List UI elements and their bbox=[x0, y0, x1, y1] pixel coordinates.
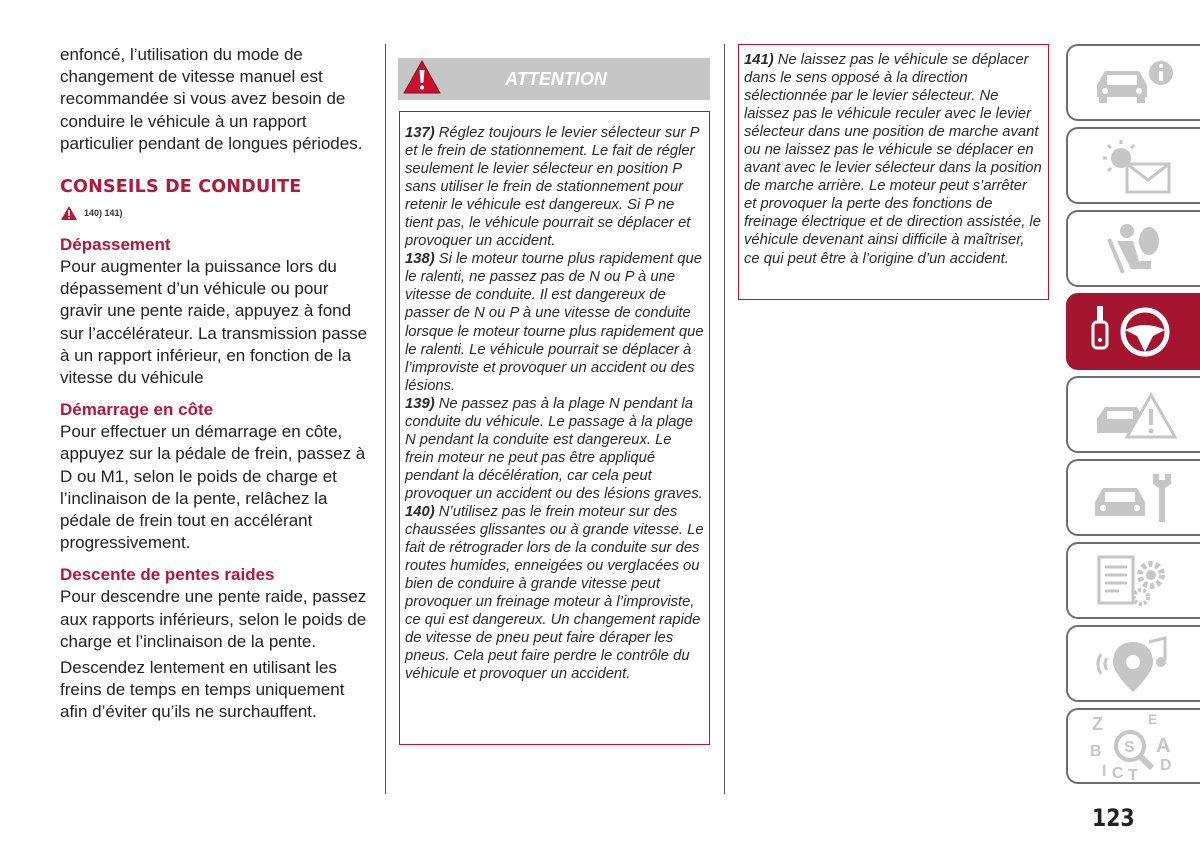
tab-starting-driving[interactable] bbox=[1066, 293, 1200, 370]
svg-text:A: A bbox=[1156, 735, 1171, 757]
descent-text-1: Pour descendre une pente raide, passez aux rapports inférieurs, selon le poids de charge et l’inclinaison de la pente. bbox=[60, 587, 367, 651]
main-text-column bbox=[60, 44, 372, 724]
svg-text:Z: Z bbox=[1092, 714, 1103, 734]
svg-text:T: T bbox=[1128, 767, 1138, 782]
warning-triangle-icon bbox=[60, 205, 78, 221]
tab-car-info[interactable] bbox=[1066, 44, 1200, 121]
tab-index[interactable] bbox=[1066, 708, 1200, 784]
key-steering-wheel-icon bbox=[1089, 302, 1179, 362]
car-info-icon bbox=[1089, 53, 1179, 113]
svg-text:S: S bbox=[1124, 739, 1135, 756]
warning-141: 141) Ne laissez pas le véhicule se déplacer dans le sens opposé à la direction sélectionnée par le levier sélecteur. Ne laissez pas le véhicule reculer avec le levier sélecteur dans une position de marche avant ou ne laissez pas le véhicule se déplacer en avant avec le levier sélecteur dans la position de marche arrière. Le moteur peut s’arrêter et provoquer la perte des fonctions de freinage électrique et de direction assistée, le véhicule devenant ainsi difficile à maîtriser, ce qui peut être à l’origine d’un accident. bbox=[744, 52, 1042, 267]
svg-text:C: C bbox=[1112, 765, 1124, 782]
warning-138: 138) Si le moteur tourne plus rapidement que le ralenti, ne passez pas de N ou P à une vitesse de conduite. Il est dangereux de passer de N ou P à une vitesse de conduite lorsque le moteur tourne plus rapidement que le ralenti. Le véhicule pourrait se déplacer à l’improviste et provoquer un accident ou des lésions. bbox=[405, 251, 704, 394]
section-title: CONSEILS DE CONDUITE bbox=[60, 177, 302, 198]
car-warning-icon bbox=[1089, 385, 1179, 445]
hill-start-text: Pour effectuer un démarrage en côte, appuyez sur la pédale de frein, passez à D ou M1, selon le poids de charge et l’inclinaison de la pente, relâchez la pédale de frein tout en accélérant progressivement. bbox=[60, 422, 366, 553]
overtaking-text: Pour augmenter la puissance lors du dépassement d’un véhicule ou pour gravir une pente raide, appuyez à fond sur l’accélérateur. La transmission passe à un rapport inférieur, en fonction de la vitesse du véhicule bbox=[60, 257, 368, 388]
warning-refs-text: 140) 141) bbox=[84, 208, 123, 219]
overtaking-title: Dépassement bbox=[60, 235, 171, 255]
specs-gear-icon bbox=[1089, 551, 1179, 611]
warning-references bbox=[60, 205, 372, 221]
column-divider-left bbox=[385, 44, 386, 794]
svg-text:I: I bbox=[1102, 763, 1107, 780]
descent-text-2: Descendez lentement en utilisant les freins de temps en temps uniquement afin d’éviter qu’ils ne surchauffent. bbox=[60, 658, 345, 722]
tab-safety[interactable] bbox=[1066, 210, 1200, 287]
hill-start-title: Démarrage en côte bbox=[60, 400, 214, 420]
tab-maintenance[interactable] bbox=[1066, 459, 1200, 536]
column-divider-right bbox=[724, 44, 725, 794]
tab-specifications[interactable] bbox=[1066, 542, 1200, 619]
seat-airbag-icon bbox=[1089, 219, 1179, 279]
tab-emergency[interactable] bbox=[1066, 376, 1200, 453]
svg-text:D: D bbox=[1160, 757, 1172, 774]
attention-box bbox=[399, 111, 710, 745]
alphabetical-index-icon bbox=[1084, 710, 1184, 782]
warning-140: 140) N’utilisez pas le frein moteur sur des chaussées glissantes ou à grande vitesse. Le fait de rétrograder lors de la conduite sur des routes humides, enneigées ou verglacées ou bien de conduire à grande vitesse peut provoquer un freinage moteur à l’improviste, ce qui est dangereux. Un changement rapide de vitesse de pneu peut faire déraper les pneus. Cela peut faire perdre le contrôle du véhicule et provoquer un accident. bbox=[405, 503, 704, 683]
svg-text:E: E bbox=[1148, 711, 1158, 727]
attention-label: ATTENTION bbox=[505, 68, 607, 89]
warning-triangle-icon bbox=[402, 59, 442, 100]
warning-box-141 bbox=[738, 44, 1049, 300]
attention-header bbox=[398, 58, 710, 100]
lights-envelope-icon bbox=[1089, 136, 1179, 196]
descent-title: Descente de pentes raides bbox=[60, 565, 275, 585]
svg-text:B: B bbox=[1090, 743, 1102, 760]
warning-137: 137) Réglez toujours le levier sélecteur sur P et le frein de stationnement. Le fait de régler seulement le levier sélecteur en position P sans utiliser le frein de stationnement pour retenir le véhicule est dangereux. Si P ne tient pas, le véhicule pourrait se déplacer et provoquer un accident. bbox=[405, 125, 699, 250]
page-number: 123 bbox=[1092, 804, 1135, 832]
tab-lights-messages[interactable] bbox=[1066, 127, 1200, 204]
tab-multimedia[interactable] bbox=[1066, 625, 1200, 702]
car-wrench-icon bbox=[1089, 468, 1179, 528]
intro-paragraph: enfoncé, l’utilisation du mode de changement de vitesse manuel est recommandée si vous avez besoin de conduire le véhicule à un rapport particulier pendant de longues périodes. bbox=[60, 45, 363, 153]
warning-139: 139) Ne passez pas à la plage N pendant la conduite du véhicule. Le passage à la plage N pendant la conduite est dangereux. Le frein moteur ne peut pas être appliqué pendant la décélération, car cela peut provoquer un accident ou des lésions graves. bbox=[405, 395, 703, 502]
media-navigation-icon bbox=[1089, 634, 1179, 694]
